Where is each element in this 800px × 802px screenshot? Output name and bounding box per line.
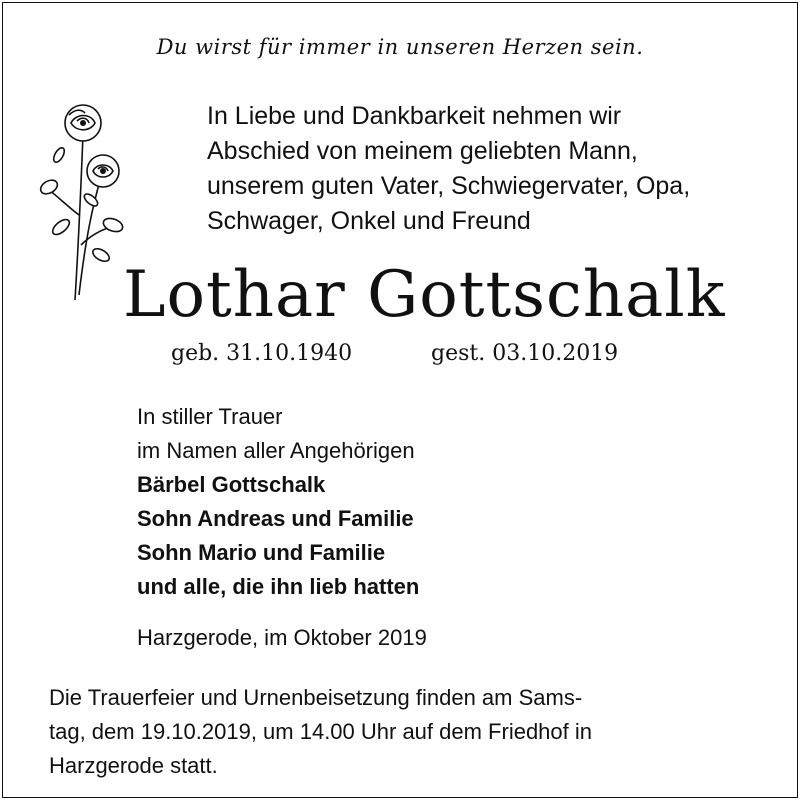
- notice-line: tag, dem 19.10.2019, um 14.00 Uhr auf dem Friedhof in: [49, 719, 592, 744]
- intro-line: unserem guten Vater, Schwiegervater, Opa,: [207, 172, 691, 200]
- intro-line: In Liebe und Dankbarkeit nehmen wir: [207, 102, 622, 130]
- mourners-block: [137, 400, 419, 604]
- notice-line: Die Trauerfeier und Urnenbeisetzung finden am Sams-: [49, 685, 583, 710]
- notice-line: Harzgerode statt.: [49, 753, 218, 778]
- place-date: Harzgerode, im Oktober 2019: [137, 625, 427, 650]
- intro-line: Schwager, Onkel und Freund: [207, 207, 531, 235]
- rose-icon: [31, 95, 131, 305]
- funeral-notice: [49, 681, 592, 783]
- mourner-name: und alle, die ihn lieb hatten: [137, 574, 420, 599]
- motto: Du wirst für immer in unseren Herzen sein.: [156, 35, 644, 59]
- mourner-line: im Namen aller Angehörigen: [137, 438, 415, 463]
- deceased-name: Lothar Gottschalk: [123, 258, 726, 332]
- mourner-line: In stiller Trauer: [137, 404, 283, 429]
- obituary-notice: [2, 2, 798, 798]
- birth-date: geb. 31.10.1940: [171, 341, 353, 366]
- intro-line: Abschied von meinem geliebten Mann,: [207, 137, 638, 165]
- death-date: gest. 03.10.2019: [431, 341, 619, 366]
- mourner-name: Sohn Andreas und Familie: [137, 506, 414, 531]
- intro-text: [207, 99, 690, 239]
- mourner-name: Bärbel Gottschalk: [137, 472, 326, 497]
- mourner-name: Sohn Mario und Familie: [137, 540, 386, 565]
